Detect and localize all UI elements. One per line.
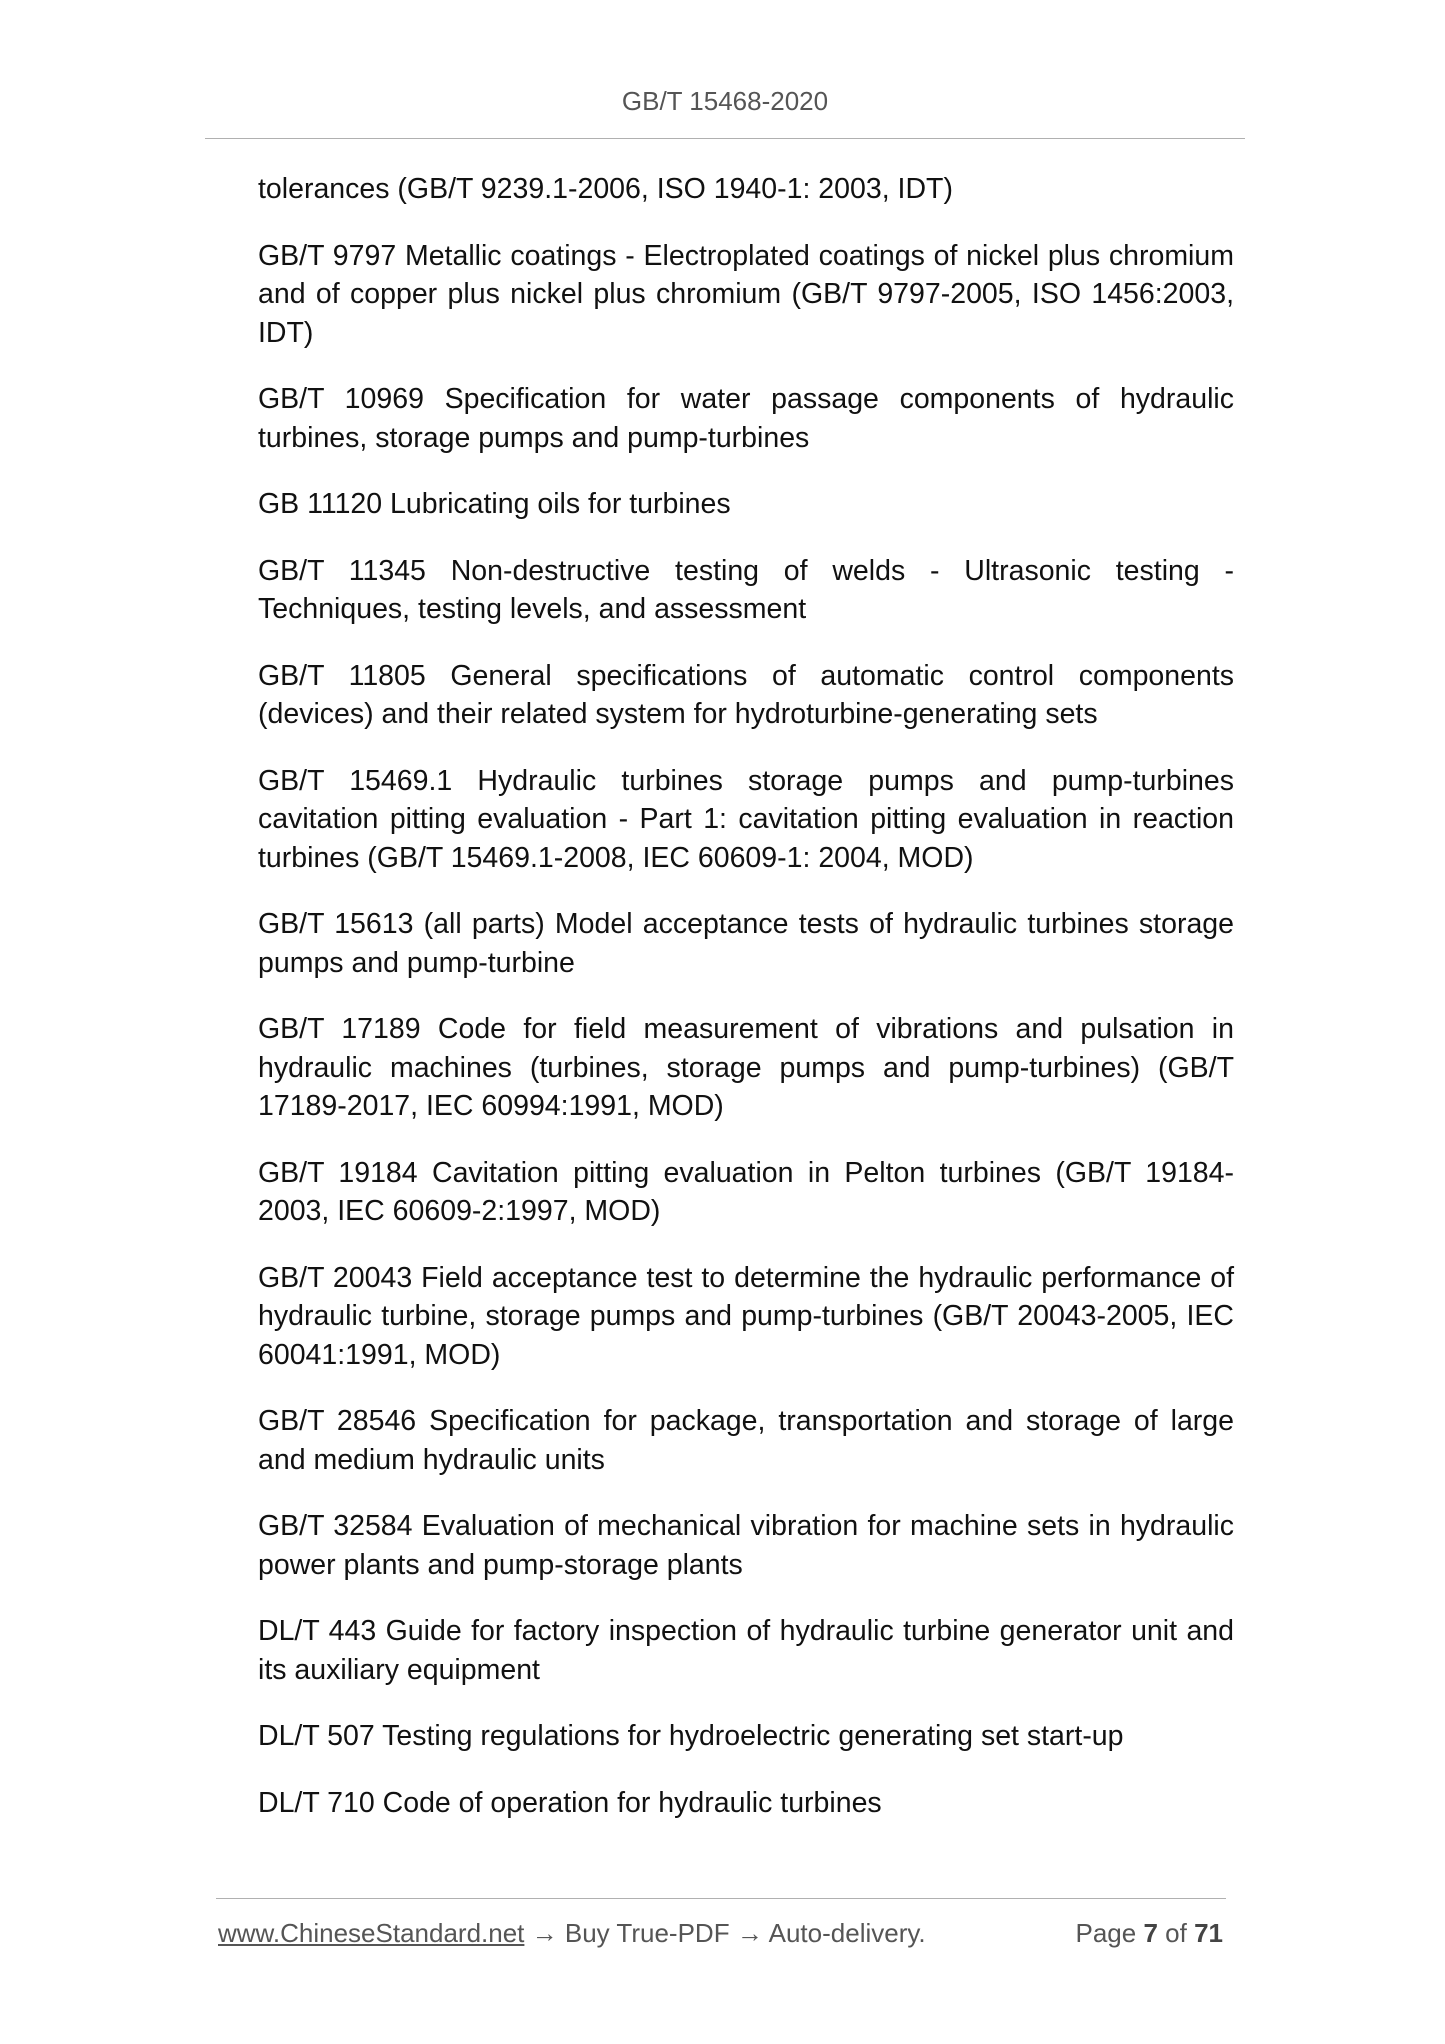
reference-item: GB/T 9797 Metallic coatings - Electroplated coatings of nickel plus chromium and of copper plus nickel plus chromium (GB/T 9797-2005, ISO 1456:2003, IDT) xyxy=(258,239,1234,349)
page-label: Page xyxy=(1075,1918,1137,1948)
website-link[interactable]: www.ChineseStandard.net xyxy=(218,1918,525,1948)
buy-true-pdf-text: Buy True-PDF xyxy=(564,1918,730,1948)
page-header-title: GB/T 15468-2020 xyxy=(621,86,829,116)
reference-item: GB/T 15469.1 Hydraulic turbines storage pumps and pump-turbines cavitation pitting evaluation - Part 1: cavitation pitting evaluation in reaction turbines (GB/T 15469.1-2008, IEC 60609-1: 2004, MOD) xyxy=(258,764,1234,874)
reference-item: GB/T 19184 Cavitation pitting evaluation in Pelton turbines (GB/T 19184-2003, IEC 60609-2:1997, MOD) xyxy=(258,1156,1234,1227)
reference-item: DL/T 507 Testing regulations for hydroelectric generating set start-up xyxy=(258,1720,1124,1752)
reference-item: DL/T 710 Code of operation for hydraulic turbines xyxy=(258,1786,882,1819)
auto-delivery-text: Auto-delivery. xyxy=(768,1918,926,1948)
reference-item: GB/T 15613 (all parts) Model acceptance tests of hydraulic turbines storage pumps and pump-turbine xyxy=(258,908,1234,979)
normative-references-list xyxy=(258,170,1234,1850)
page-total: 71 xyxy=(1194,1918,1223,1948)
footer-divider xyxy=(216,1898,1226,1899)
page-current: 7 xyxy=(1143,1918,1158,1948)
reference-item: GB/T 11345 Non-destructive testing of welds - Ultrasonic testing - Techniques, testing levels, and assessment xyxy=(258,554,1234,625)
reference-item: GB/T 10969 Specification for water passage components of hydraulic turbines, storage pumps and pump-turbines xyxy=(258,383,1234,454)
page-number xyxy=(1075,1918,1223,1949)
reference-item: GB/T 32584 Evaluation of mechanical vibration for machine sets in hydraulic power plants and pump-storage plants xyxy=(258,1510,1234,1581)
reference-item: GB/T 28546 Specification for package, transportation and storage of large and medium hydraulic units xyxy=(258,1405,1234,1476)
of-label: of xyxy=(1165,1918,1187,1948)
reference-item: GB 11120 Lubricating oils for turbines xyxy=(258,488,731,520)
reference-item: GB/T 20043 Field acceptance test to determine the hydraulic performance of hydraulic turbine, storage pumps and pump-turbines (GB/T 20043-2005, IEC 60041:1991, MOD) xyxy=(258,1261,1234,1371)
arrow-right-icon: → xyxy=(531,1918,558,1948)
reference-item: GB/T 17189 Code for field measurement of vibrations and pulsation in hydraulic machines (turbines, storage pumps and pump-turbines) (GB/T 17189-2017, IEC 60994:1991, MOD) xyxy=(258,1013,1234,1122)
arrow-right-icon: → xyxy=(736,1918,763,1948)
page-footer xyxy=(218,1918,1223,1958)
reference-item: DL/T 443 Guide for factory inspection of hydraulic turbine generator unit and its auxiliary equipment xyxy=(258,1615,1234,1686)
header-divider xyxy=(205,138,1245,139)
footer-promo xyxy=(218,1918,926,1949)
reference-item: tolerances (GB/T 9239.1-2006, ISO 1940-1: 2003, IDT) xyxy=(258,173,953,205)
reference-item: GB/T 11805 General specifications of automatic control components (devices) and their related system for hydroturbine-generating sets xyxy=(258,659,1234,730)
